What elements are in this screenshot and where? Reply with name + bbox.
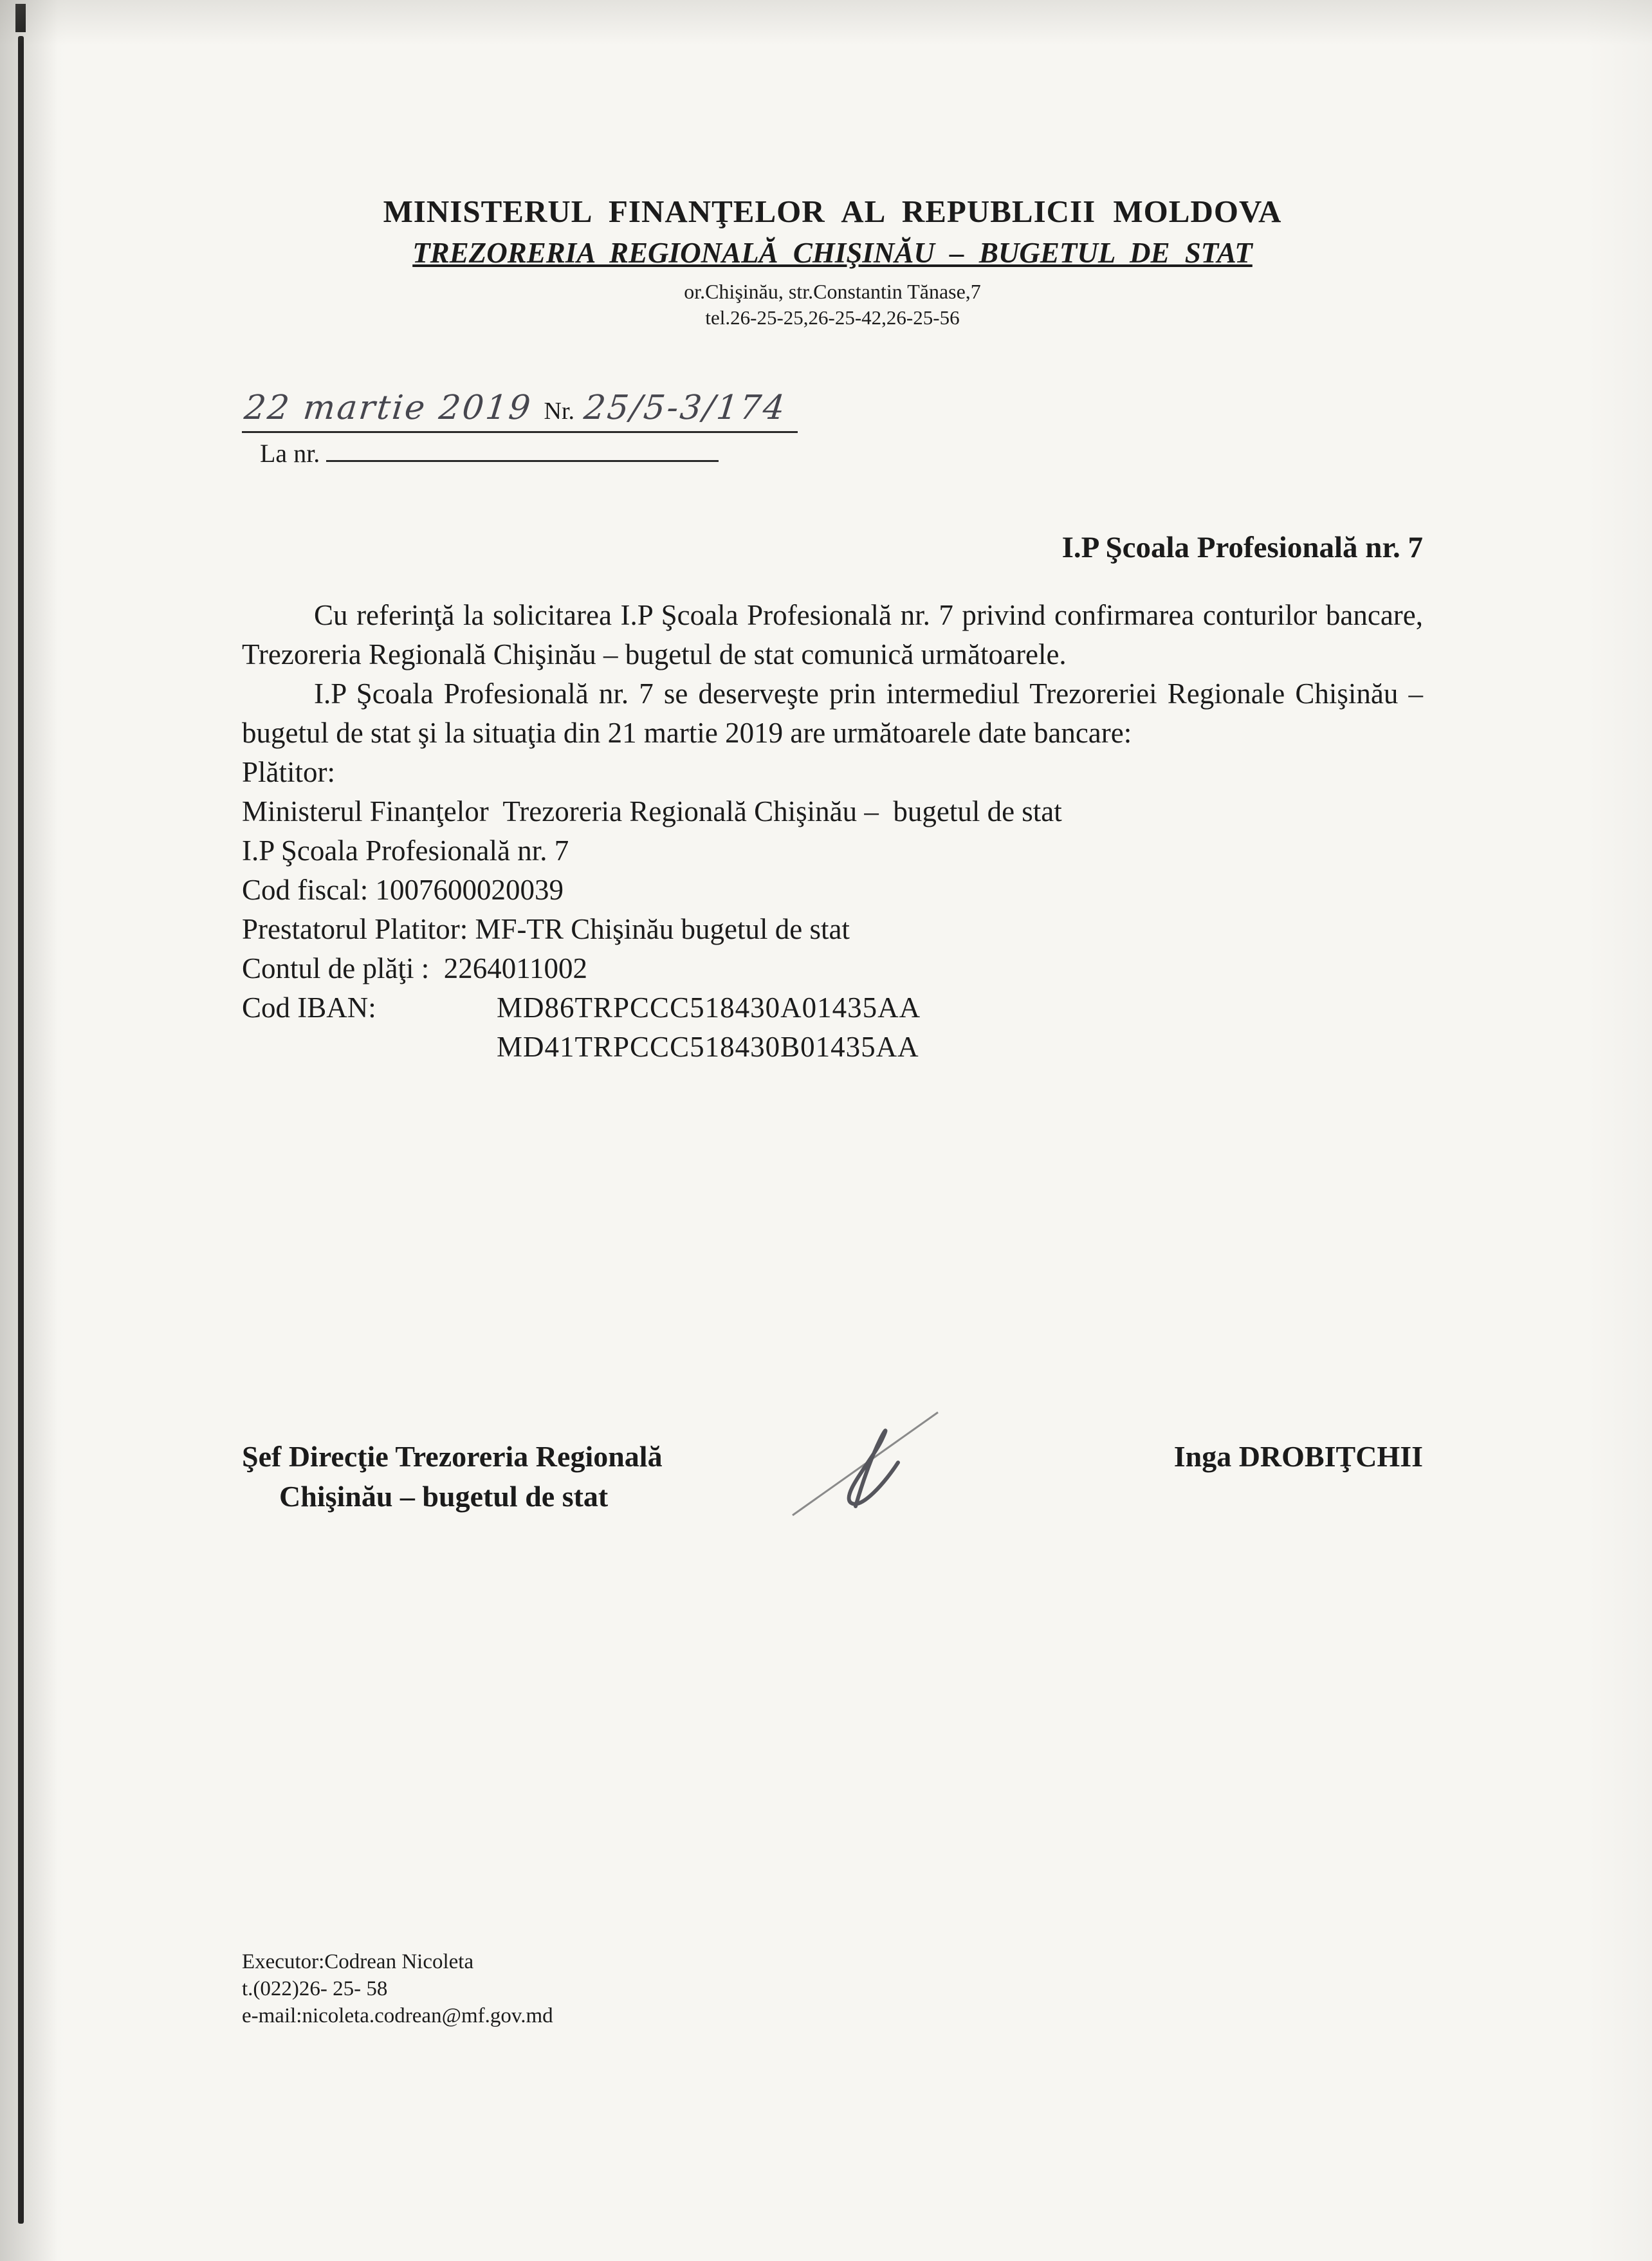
detail-platitor: Plătitor: bbox=[242, 756, 335, 788]
la-nr-blank-underline bbox=[326, 438, 719, 462]
iban-1: MD86TRPCCC518430A01435AA bbox=[497, 992, 921, 1024]
detail-cont-plati: Contul de plăţi : 2264011002 bbox=[242, 952, 588, 984]
handwritten-date: 22 martie 2019 bbox=[242, 389, 535, 427]
ministry-title: MINISTERUL FINANŢELOR AL REPUBLICII MOLDOVA bbox=[383, 194, 1282, 229]
iban-values bbox=[497, 988, 921, 1067]
iban-block bbox=[242, 988, 1423, 1067]
nr-label: Nr. bbox=[544, 398, 575, 425]
executor-phone: t.(022)26- 25- 58 bbox=[242, 1977, 388, 2000]
signer-title bbox=[242, 1437, 663, 1517]
la-nr-line bbox=[242, 438, 1423, 468]
letterhead-address: or.Chişinău, str.Constantin Tănase,7 bbox=[684, 280, 981, 303]
detail-prestator: Prestatorul Platitor: MF-TR Chişinău bugetul de stat bbox=[242, 913, 850, 945]
handwritten-signature bbox=[785, 1398, 946, 1527]
recipient-line: I.P Şcoala Profesională nr. 7 bbox=[1061, 531, 1423, 564]
reference-number-line bbox=[242, 389, 798, 433]
signer-title-line2: Chişinău – bugetul de stat bbox=[279, 1480, 609, 1513]
iban-label: Cod IBAN: bbox=[242, 992, 376, 1024]
executor-name: Executor:Codrean Nicoleta bbox=[242, 1950, 474, 1973]
signer-name: Inga DROBIŢCHII bbox=[1173, 1440, 1423, 1473]
paragraph-2: I.P Şcoala Profesională nr. 7 se deserveşte prin intermediul Trezoreriei Regionale Chişinău – bugetul de stat şi la situaţia din 21 martie 2019 are următoarele date bancare: bbox=[242, 678, 1423, 749]
signature-block bbox=[242, 1437, 1423, 1527]
detail-cod-fiscal: Cod fiscal: 1007600020039 bbox=[242, 874, 564, 906]
executor-email: e-mail:nicoleta.codrean@mf.gov.md bbox=[242, 2004, 553, 2027]
detail-school: I.P Şcoala Profesională nr. 7 bbox=[242, 835, 569, 867]
iban-2: MD41TRPCCC518430B01435AA bbox=[497, 1031, 919, 1063]
letter-body bbox=[242, 596, 1423, 1067]
signer-title-line1: Şef Direcţie Trezoreria Regională bbox=[242, 1440, 663, 1473]
executor-footer bbox=[242, 1948, 1423, 2029]
letterhead bbox=[242, 193, 1423, 329]
letterhead-phones: tel.26-25-25,26-25-42,26-25-56 bbox=[705, 306, 960, 329]
treasury-title: TREZORERIA REGIONALĂ CHIŞINĂU – BUGETUL DE STAT bbox=[412, 237, 1253, 269]
reference-block bbox=[242, 389, 1423, 468]
la-nr-label: La nr. bbox=[260, 439, 320, 468]
handwritten-number: 25/5-3/174 bbox=[582, 389, 788, 427]
paragraph-1: Cu referinţă la solicitarea I.P Şcoala Profesională nr. 7 privind confirmarea conturilor bancare, Trezoreria Regională Chişinău – bugetul de stat comunică următoarele. bbox=[242, 599, 1423, 670]
detail-ministry: Ministerul Finanţelor Trezoreria Regională Chişinău – bugetul de stat bbox=[242, 795, 1062, 827]
